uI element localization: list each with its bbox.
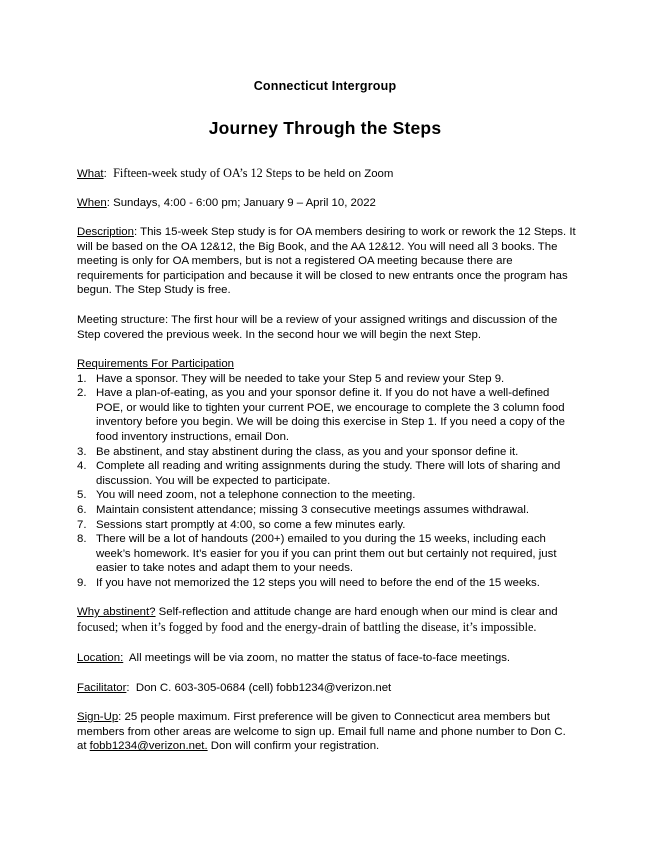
signup-text-end: Don will confirm your registration. bbox=[207, 740, 380, 753]
signup-text: : 25 people maximum. First preference will be given to Connecticut area members but members from other areas are welcome to sign up. Email full name and phone number to Don C. at bbox=[77, 711, 566, 753]
list-item: 9. If you have not memorized the 12 steps you will need to before the end of the 15 weeks. bbox=[77, 576, 540, 589]
description-label: Description bbox=[77, 226, 134, 238]
location-section bbox=[77, 651, 577, 666]
why-abstinent-text: Self-reflection and attitude change are hard enough when our mind is clear and bbox=[155, 606, 558, 618]
list-item: 6. Maintain consistent attendance; missing 3 consecutive meetings assumes withdrawal. bbox=[77, 503, 530, 516]
description-text: : This 15-week Step study is for OA members desiring to work or rework the 12 Steps. It will be based on the OA 12&12, the Big Book, and the AA 12&12. You will need all 3 books. The meeting is only for OA members, but is not a registered OA meeting because there are requirements for participation and because it will be closed to new entrants once the program has begun. The Step Study is free. bbox=[77, 226, 576, 297]
facilitator-label: Facilitator bbox=[77, 682, 127, 694]
why-abstinent-text-serif: focused; when it’s fogged by food and the energy-drain of battling the disease, it’s impossible. bbox=[77, 619, 537, 634]
what-section bbox=[77, 166, 577, 182]
what-text: to be held on Zoom bbox=[295, 168, 394, 180]
list-item: 5. You will need zoom, not a telephone connection to the meeting. bbox=[77, 489, 416, 502]
when-label: When bbox=[77, 197, 107, 209]
list-item: 8. There will be a lot of handouts (200+) emailed to you during the 15 weeks, including each week’s homework. It’s easier for you if you can print them out but certainly not required, just easier to take notes and adapt them to your needs. bbox=[77, 533, 557, 575]
location-text: All meetings will be via zoom, no matter the status of face-to-face meetings. bbox=[123, 652, 511, 664]
signup-section bbox=[77, 710, 577, 754]
when-text: : Sundays, 4:00 - 6:00 pm; January 9 – April 10, 2022 bbox=[106, 197, 376, 209]
location-label: Location: bbox=[77, 652, 124, 664]
list-item: 1. Have a sponsor. They will be needed to take your Step 5 and review your Step 9. bbox=[77, 372, 505, 385]
what-text-serif: Fifteen-week study of OA’s 12 Steps bbox=[113, 166, 296, 180]
list-item: 4. Complete all reading and writing assignments during the study. There will lots of sharing and discussion. You will be expected to participate. bbox=[77, 460, 561, 487]
when-section bbox=[77, 196, 577, 211]
list-item: 7. Sessions start promptly at 4:00, so come a few minutes early. bbox=[77, 518, 406, 531]
signup-email-link[interactable]: fobb1234@verizon.net. bbox=[89, 740, 208, 753]
why-abstinent-label: Why abstinent? bbox=[77, 606, 156, 618]
facilitator-text: : Don C. 603-305-0684 (cell) fobb1234@verizon.net bbox=[126, 682, 392, 694]
meeting-structure-text: Meeting structure: The first hour will be a review of your assigned writings and discussion of the Step covered the previous week. In the second hour we will begin the next Step. bbox=[77, 314, 558, 341]
description-section bbox=[77, 225, 577, 298]
list-item: 3. Be abstinent, and stay abstinent during the class, as you and your sponsor define it. bbox=[77, 445, 519, 458]
requirements-heading: Requirements For Participation bbox=[77, 358, 235, 370]
requirements-list bbox=[77, 372, 577, 591]
facilitator-section bbox=[77, 681, 577, 696]
what-label: What bbox=[77, 168, 104, 180]
meeting-structure-section bbox=[77, 313, 577, 342]
why-abstinent-section bbox=[77, 605, 577, 635]
requirements-section bbox=[77, 357, 577, 591]
what-separator: : bbox=[103, 168, 114, 180]
list-item: 2. Have a plan-of-eating, as you and your sponsor define it. If you do not have a well-defined POE, or would like to tighten your current POE, we encourage to complete the 3 column food inventory before you begin. We will be doing this exercise in Step 1. If you need a copy of the food inventory instructions, email Don. bbox=[77, 387, 565, 443]
signup-label: Sign-Up bbox=[77, 711, 119, 723]
organization-name: Connecticut Intergroup bbox=[253, 79, 397, 93]
document-title: Journey Through the Steps bbox=[208, 118, 442, 138]
